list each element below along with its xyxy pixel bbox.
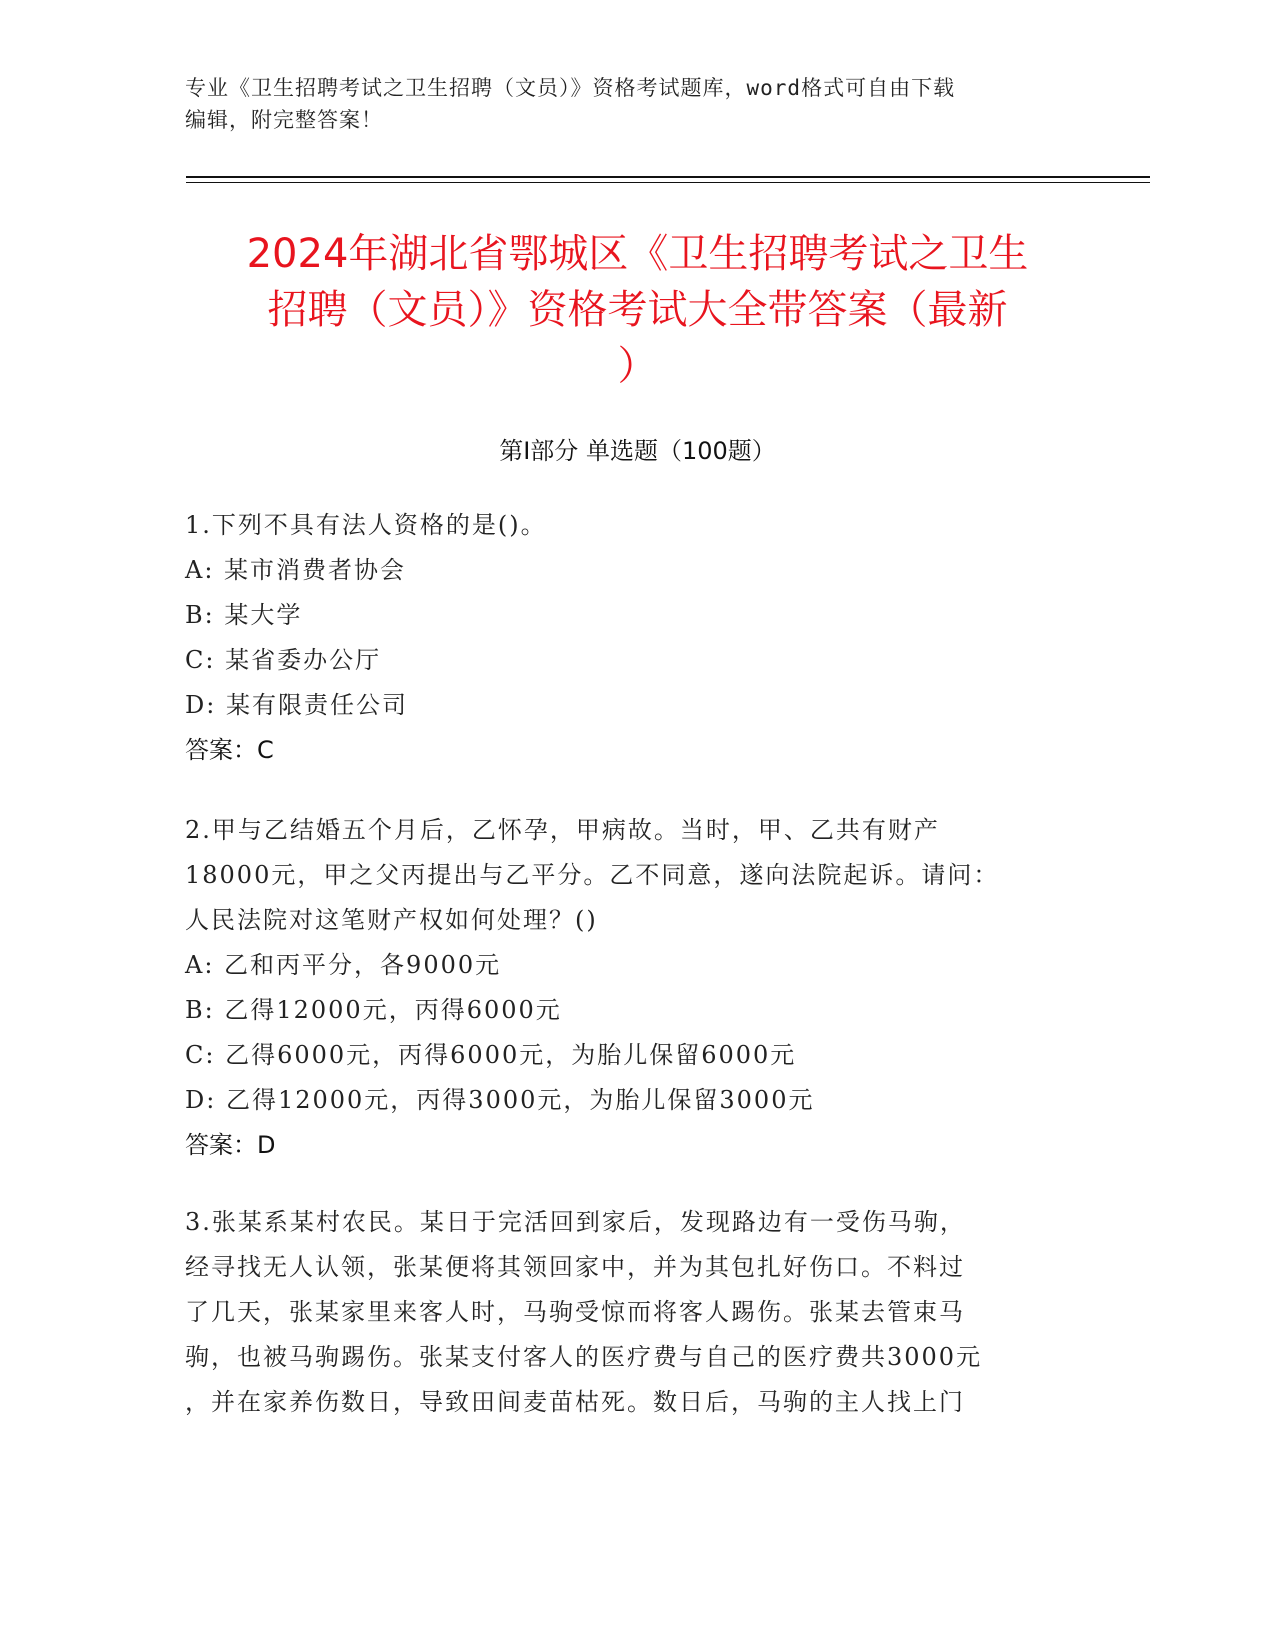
question-stem-line: 18000元，甲之父丙提出与乙平分。乙不同意，遂向法院起诉。请问： [185,861,1000,889]
question-stem-line: 人民法院对这笔财产权如何处理？() [185,906,598,934]
question-stem-line: 了几天，张某家里来客人时，马驹受惊而将客人踢伤。张某去管束马 [185,1298,965,1326]
option-c: C: 某省委办公厅 [185,646,382,674]
answer: 答案：C [185,736,274,764]
question-stem-line: 1.下列不具有法人资格的是()。 [185,511,547,539]
option-d: D: 乙得12000元，丙得3000元，为胎儿保留3000元 [185,1086,815,1114]
header-note-line: 编辑，附完整答案！ [185,108,383,132]
header-note-line: 专业《卫生招聘考试之卫生招聘（文员）》资格考试题库，word格式可自由下载 [185,76,956,100]
document-title [160,226,1115,394]
question-3 [185,1200,1085,1425]
title-line: 2024年湖北省鄂城区《卫生招聘考试之卫生 [246,231,1029,277]
option-b: B: 某大学 [185,601,303,629]
question-stem-line: 2.甲与乙结婚五个月后，乙怀孕，甲病故。当时，甲、乙共有财产 [185,816,940,844]
option-c: C: 乙得6000元，丙得6000元，为胎儿保留6000元 [185,1041,797,1069]
question-stem-line: 3.张某系某村农民。某日于完活回到家后，发现路边有一受伤马驹， [185,1208,966,1236]
option-b: B: 乙得12000元，丙得6000元 [185,996,562,1024]
header-divider-thin [186,182,1150,183]
header-note [185,72,1085,136]
question-stem-line: ，并在家养伤数日，导致田间麦苗枯死。数日后，马驹的主人找上门 [185,1388,965,1416]
answer: 答案：D [185,1131,276,1159]
question-2 [185,808,1085,1168]
header-divider-thick [186,176,1150,178]
title-line: 招聘（文员）》资格考试大全带答案（最新 [267,287,1008,333]
question-1 [185,503,1085,773]
question-stem-line: 驹，也被马驹踢伤。张某支付客人的医疗费与自己的医疗费共3000元 [185,1343,983,1371]
question-stem-line: 经寻找无人认领，张某便将其领回家中，并为其包扎好伤口。不料过 [185,1253,965,1281]
option-a: A: 乙和丙平分，各9000元 [185,951,502,979]
option-d: D: 某有限责任公司 [185,691,408,719]
section-heading: 第Ⅰ部分 单选题（100题） [499,437,776,465]
option-a: A: 某市消费者协会 [185,556,407,584]
title-line: ） [617,343,658,389]
